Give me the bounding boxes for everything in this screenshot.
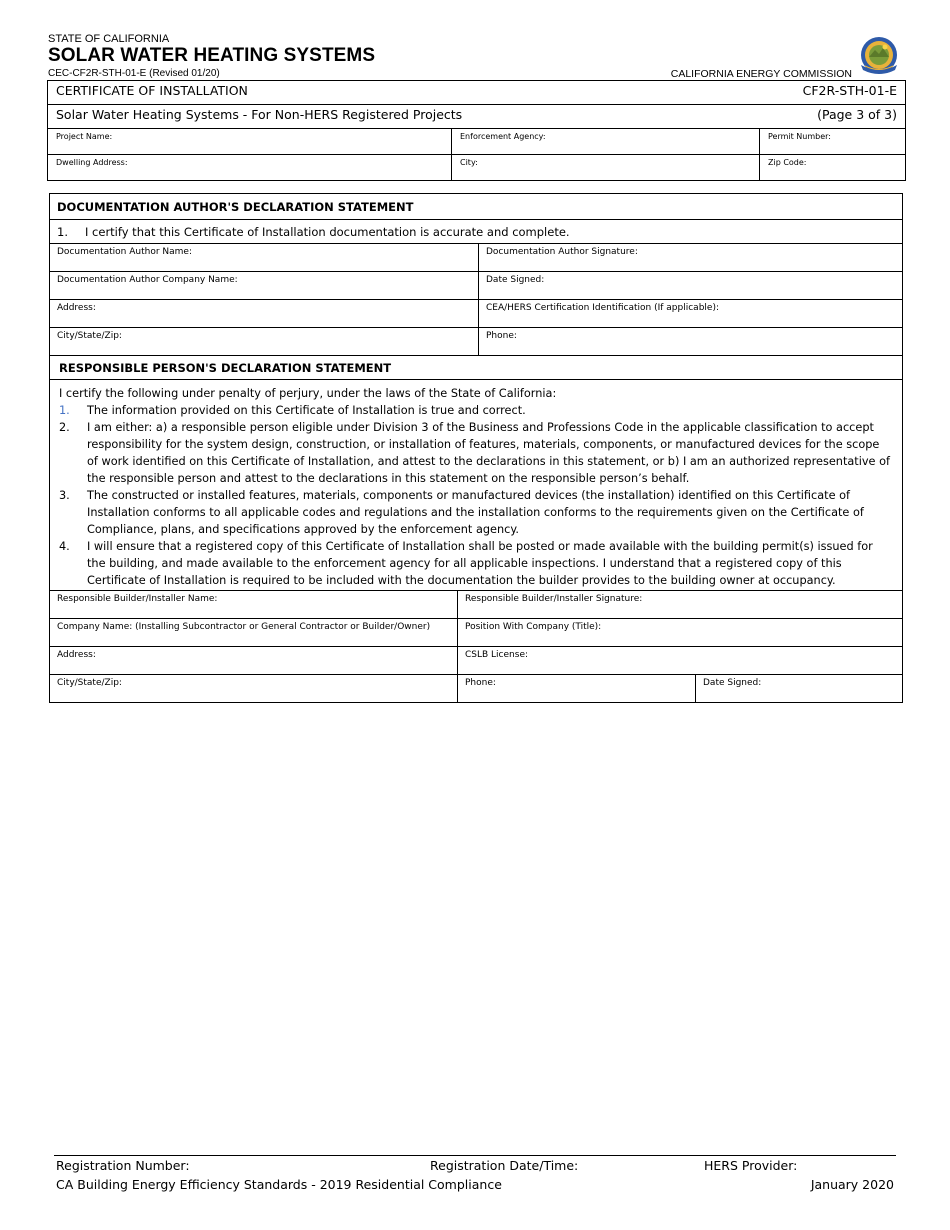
form-title: SOLAR WATER HEATING SYSTEMS — [48, 45, 376, 66]
author-statement-text: I certify that this Certificate of Installation documentation is accurate and complete. — [85, 225, 570, 239]
item-number: 3. — [59, 489, 70, 502]
position-field[interactable]: Position With Company (Title): — [458, 619, 903, 647]
permit-number-field[interactable]: Permit Number: — [760, 129, 906, 155]
author-address-field[interactable]: Address: — [50, 300, 479, 328]
builder-date-signed-field[interactable]: Date Signed: — [696, 675, 903, 703]
form-code: CEC-CF2R-STH-01-E (Revised 01/20) — [48, 68, 220, 79]
footer-standards-line — [54, 1175, 896, 1194]
registration-number-label: Registration Number: — [56, 1158, 190, 1173]
responsible-section-title: RESPONSIBLE PERSON'S DECLARATION STATEMENT — [50, 356, 903, 380]
agency-name: CALIFORNIA ENERGY COMMISSION — [670, 68, 852, 80]
builder-name-field[interactable]: Responsible Builder/Installer Name: — [50, 591, 458, 619]
list-item — [59, 487, 893, 538]
certification-id-field[interactable]: CEA/HERS Certification Identification (If applicable): — [479, 300, 903, 328]
subtitle-row — [48, 105, 906, 129]
list-item — [59, 538, 893, 589]
builder-company-field[interactable]: Company Name: (Installing Subcontractor or General Contractor or Builder/Owner) — [50, 619, 458, 647]
california-energy-commission-seal-icon — [855, 35, 903, 79]
footer — [54, 1155, 896, 1194]
builder-city-state-zip-field[interactable]: City/State/Zip: — [50, 675, 458, 703]
author-phone-field[interactable]: Phone: — [479, 328, 903, 356]
item-text: I am either: a) a responsible person eligible under Division 3 of the Business and Professions Code in the applicable classification to accept responsibility for the system design, construction, or installation of features, materials, components, or manufactured devices for the scope of work identified on this Certificate of Installation, and attest to the declarations in this statement, or b) I am an authorized representative of the responsible person and attest to the declarations in this statement on the responsible person’s behalf. — [87, 421, 890, 485]
author-statement-number: 1. — [57, 225, 68, 239]
city-field[interactable]: City: — [452, 155, 760, 181]
responsible-statement — [50, 380, 903, 591]
state-label: STATE OF CALIFORNIA — [48, 33, 170, 45]
author-signature-field[interactable]: Documentation Author Signature: — [479, 244, 903, 272]
page-number: (Page 3 of 3) — [817, 107, 897, 122]
header-table — [47, 80, 906, 181]
item-text: I will ensure that a registered copy of this Certificate of Installation shall be posted or made available with the building permit(s) issued for the building, and made available to the enforcement agency for all applicable inspections. I understand that a registered copy of this Certificate of Installation is required to be included with the documentation the builder provides to the building owner at occupancy. — [87, 540, 873, 587]
zip-code-field[interactable]: Zip Code: — [760, 155, 906, 181]
enforcement-agency-field[interactable]: Enforcement Agency: — [452, 129, 760, 155]
author-statement — [50, 220, 903, 244]
dwelling-address-field[interactable]: Dwelling Address: — [48, 155, 452, 181]
author-date-signed-field[interactable]: Date Signed: — [479, 272, 903, 300]
author-city-state-zip-field[interactable]: City/State/Zip: — [50, 328, 479, 356]
item-text: The information provided on this Certificate of Installation is true and correct. — [87, 404, 526, 417]
footer-registration-line — [54, 1156, 896, 1175]
item-number: 4. — [59, 540, 70, 553]
author-company-field[interactable]: Documentation Author Company Name: — [50, 272, 479, 300]
builder-signature-field[interactable]: Responsible Builder/Installer Signature: — [458, 591, 903, 619]
standards-label: CA Building Energy Efficiency Standards - 2019 Residential Compliance — [56, 1177, 502, 1192]
author-name-field[interactable]: Documentation Author Name: — [50, 244, 479, 272]
responsible-intro: I certify the following under penalty of perjury, under the laws of the State of California: — [59, 387, 557, 400]
revision-date: January 2020 — [810, 1177, 894, 1192]
builder-phone-field[interactable]: Phone: — [458, 675, 696, 703]
certificate-label: CERTIFICATE OF INSTALLATION — [56, 83, 248, 98]
form-id: CF2R-STH-01-E — [802, 83, 897, 98]
author-section-title: DOCUMENTATION AUTHOR'S DECLARATION STATEMENT — [50, 194, 903, 220]
builder-address-field[interactable]: Address: — [50, 647, 458, 675]
list-item — [59, 402, 893, 419]
item-number: 2. — [59, 421, 70, 434]
item-text: The constructed or installed features, materials, components or manufactured devices (the installation) identified on this Certificate of Installation conforms to all applicable codes and regulations and the installation conforms to the requirements given on the Certificate of Compliance, plans, and specifications approved by the enforcement agency. — [87, 489, 864, 536]
subtitle: Solar Water Heating Systems - For Non-HERS Registered Projects — [56, 107, 463, 122]
item-number: 1. — [59, 404, 70, 417]
registration-date-label: Registration Date/Time: — [430, 1158, 579, 1173]
list-item — [59, 419, 893, 487]
project-name-field[interactable]: Project Name: — [48, 129, 452, 155]
cslb-license-field[interactable]: CSLB License: — [458, 647, 903, 675]
declaration-table — [49, 193, 903, 703]
hers-provider-label: HERS Provider: — [704, 1158, 798, 1173]
certificate-row — [48, 81, 906, 105]
